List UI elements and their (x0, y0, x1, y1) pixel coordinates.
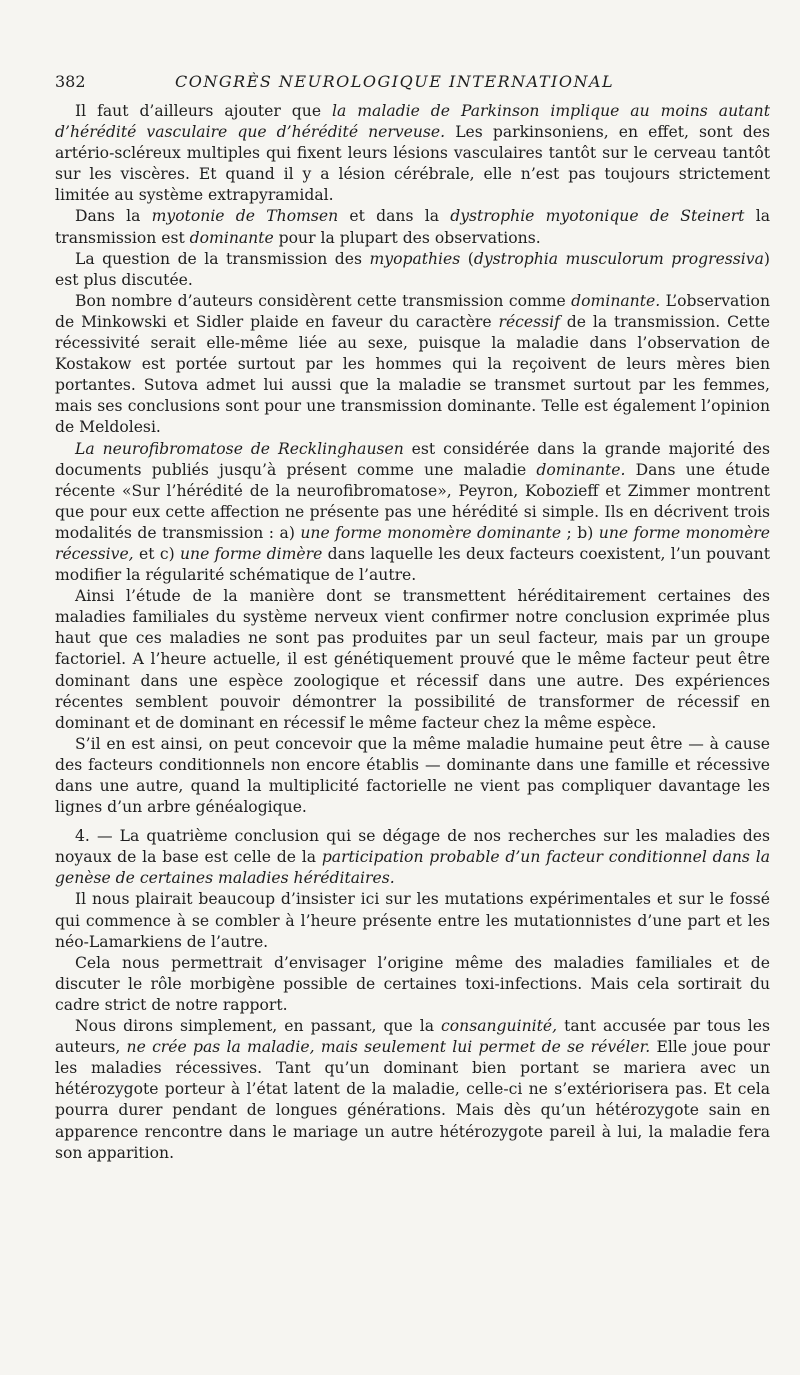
paragraph-quatrieme-conclusion: 4. — La quatrième conclusion qui se dégage de nos recherches sur les maladies des noyaux de la base est celle de la participation probable d’un facteur conditionnel dans la genèse de certaines maladies héréditaires. (55, 827, 770, 888)
paragraph-neurofibromatose: La neurofibromatose de Recklinghausen est considérée dans la grande majorité des documents publiés jusqu’à présent comme une maladie dominante. Dans une étude récente «Sur l’hérédité de la neurofibromatose», Peyron, Kobozieff et Zimmer montrent que pour eux cette affection ne présente pas une hérédité si simple. Ils en décrivent trois modalités de transmission : a) une forme monomère dominante ; b) une forme monomère récessive, et c) une forme dimère dans laquelle les deux facteurs coexistent, l’un pouvant modifier la régularité schématique de l’autre. (55, 439, 770, 585)
paragraph-parkinson: Il faut d’ailleurs ajouter que la maladie de Parkinson implique au moins autant d’hérédité vasculaire que d’hérédité nerveuse. Les parkinsoniens, en effet, sont des artério-scléreux multiples qui fixent leurs lésions vasculaires tantôt sur le cerveau tantôt sur les viscères. Et quand il y a lésion cérébrale, elle n’est pas toujours strictement limitée au système extrapyramidal. (55, 102, 770, 205)
paragraph-consanguinite: Nous dirons simplement, en passant, que la consanguinité, tant accusée par tous les auteurs, ne crée pas la maladie, mais seulement lui permet de se révéler. Elle joue pour les maladies récessives. Tant qu’un dominant bien portant se mariera avec un hétérozygote porteur à l’état latent de la maladie, celle-ci ne s’extériorisera pas. Et cela pourra durer pendant de longues générations. Mais dès qu’un hétérozygote sain en apparence rencontre dans le mariage un autre hétérozygote pareil à lui, la maladie fera son apparition. (55, 1017, 770, 1162)
running-title: CONGRÈS NEUROLOGIQUE INTERNATIONAL (175, 72, 615, 91)
page-number: 382 (55, 72, 86, 91)
paragraph-myotonie: Dans la myotonie de Thomsen et dans la dystrophie myotonique de Steinert la transmission est dominante pour la plupart des observations. (55, 207, 770, 247)
body-text (55, 101, 770, 1164)
paragraph-conclusion-factorielle: Ainsi l’étude de la manière dont se transmettent héréditairement certaines des maladies familiales du système nerveux vient confirmer notre conclusion exprimée plus haut que ces maladies ne sont pas produites par un seul facteur, mais par un groupe factoriel. A l’heure actuelle, il est génétiquement prouvé que le même facteur peut être dominant dans une espèce zoologique et récessif dans une autre. Des expériences récentes semblent pouvoir démontrer la possibilité de transformer de récessif en dominant et de dominant en récessif le même facteur chez la même espèce. (55, 587, 770, 732)
paragraph-transmission-authors: Bon nombre d’auteurs considèrent cette transmission comme dominante. L’observation de Minkowski et Sidler plaide en faveur du caractère récessif de la transmission. Cette récessivité serait elle-même liée au sexe, puisque la maladie dans l’observation de Kostakow est portée surtout par les hommes qui la reçoivent de leurs mères bien portantes. Sutova admet lui aussi que la maladie se transmet surtout par les femmes, mais ses conclusions sont pour une transmission dominante. Telle est également l’opinion de Meldolesi. (55, 291, 770, 437)
paragraph-origine: Cela nous permettrait d’envisager l’origine même des maladies familiales et de discuter le rôle morbigène possible de certaines toxi-infections. Mais cela sortirait du cadre strict de notre rapport. (55, 953, 770, 1014)
paragraph-myopathies: La question de la transmission des myopathies (dystrophia musculorum progressiva) est plus discutée. (55, 249, 770, 289)
paragraph-mutations: Il nous plairait beaucoup d’insister ici sur les mutations expérimentales et sur le fossé qui commence à se combler à l’heure présente entre les mutationnistes d’une part et les néo-Lamarkiens de l’autre. (55, 890, 770, 951)
paragraph-facteurs-conditionnels: S’il en est ainsi, on peut concevoir que la même maladie humaine peut être — à cause des facteurs conditionnels non encore établis — dominante dans une famille et récessive dans une autre, quand la multiplicité factorielle ne vient pas compliquer davantage les lignes d’un arbre généalogique. (55, 734, 770, 817)
